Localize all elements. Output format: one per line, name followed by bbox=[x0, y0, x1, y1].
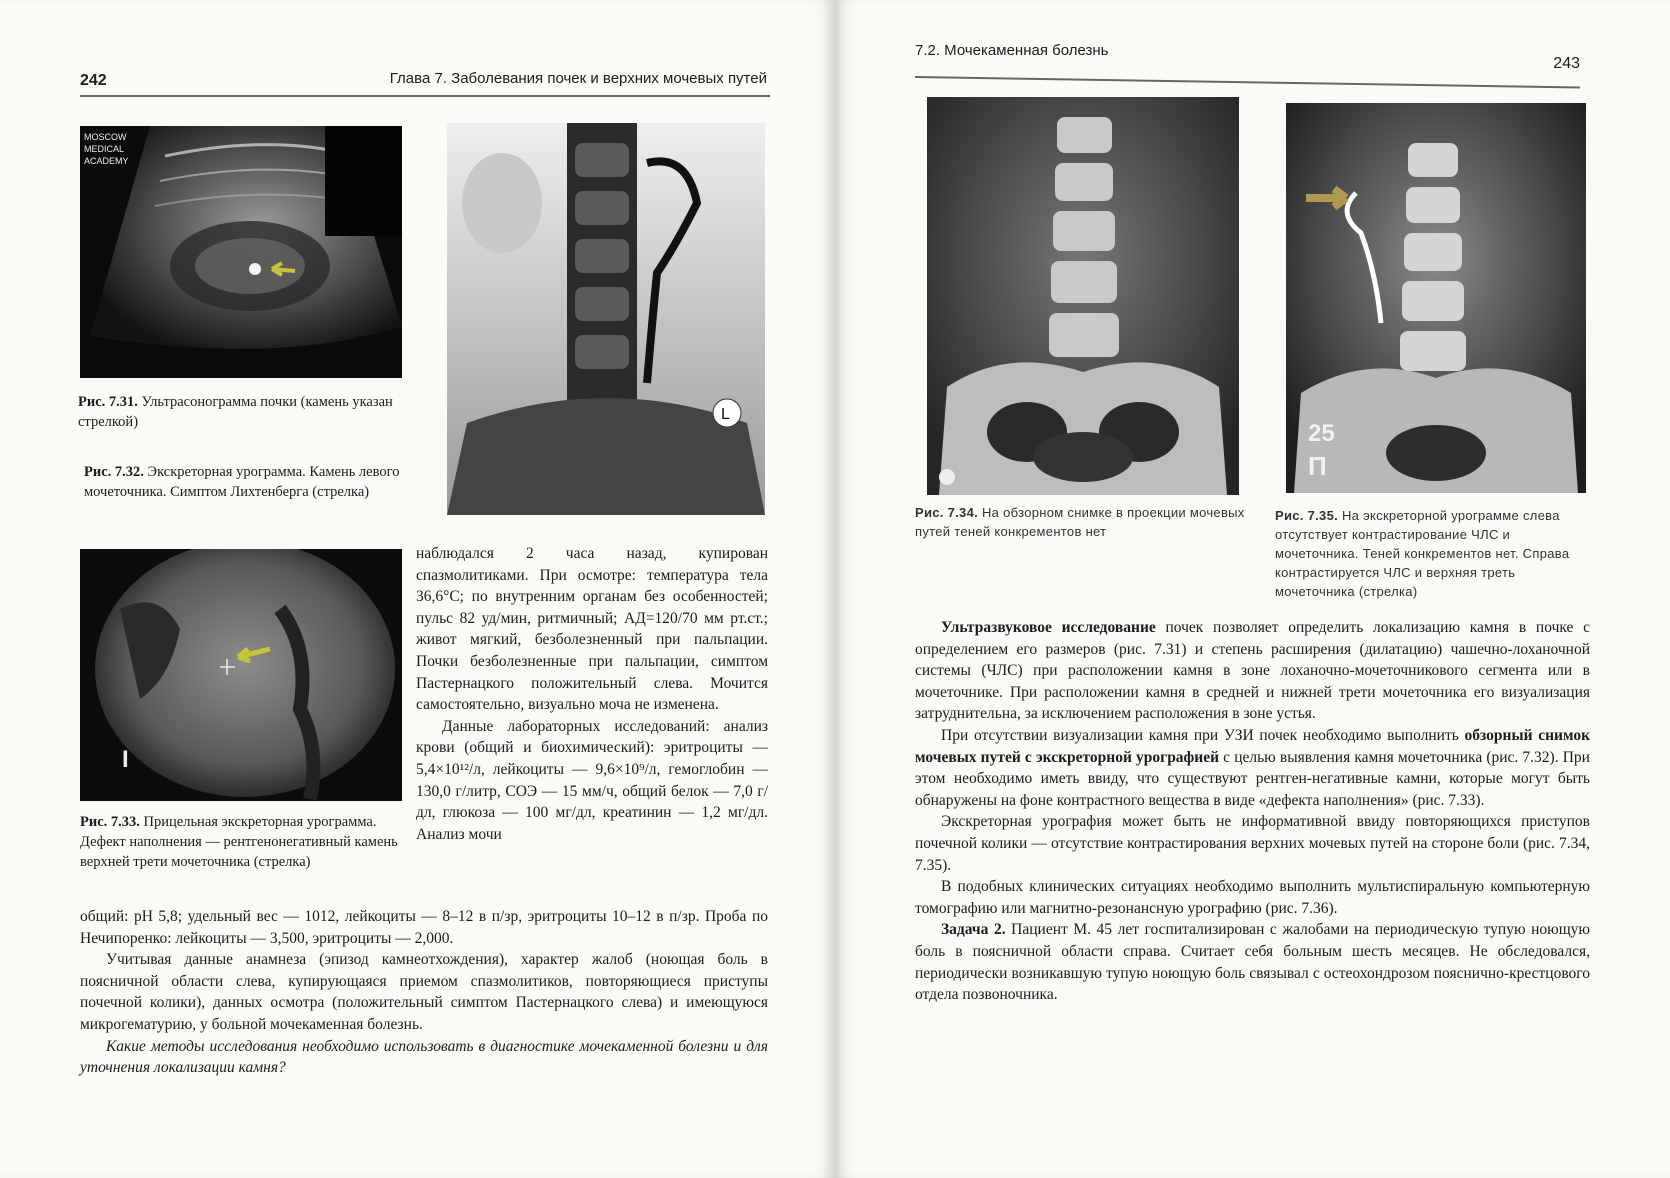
svg-text:ACADEMY: ACADEMY bbox=[84, 156, 129, 166]
caption-text: На обзорном снимке в проекции мочевых путей теней конкрементов нет bbox=[915, 505, 1245, 539]
main-text bbox=[80, 906, 768, 1079]
paragraph: наблюдался 2 часа назад, купирован спазмолитиками. При осмотре: температура тела 36,6°С; по внутренним органам без особенностей; пульс 82 уд/мин, ритмичный; АД=120/70 мм рт.ст.; живот мягкий, безболезненный при пальпации. Почки безболезненные при пальпации, симптом Пастернацкого положительный слева. Мочится самостоятельно, визуально моча не изменена. bbox=[416, 545, 768, 714]
caption-number: Рис. 7.35. bbox=[1275, 508, 1339, 523]
paragraph-text: Пациент М. 45 лет госпитализирован с жалобами на периодическую тупую ноющую боль в поясничной области справа. Считает себя больным шесть месяцев. Не обследовался, периодически возникавшую тупую ноющую боль связывал с остеохондрозом пояснично-крестцового отдела позвоночника. bbox=[915, 921, 1590, 1004]
excretory-urogram-image bbox=[1286, 103, 1586, 493]
running-head: 7.2. Мочекаменная болезнь bbox=[915, 42, 1109, 59]
svg-text:MEDICAL: MEDICAL bbox=[84, 144, 125, 154]
page-number: 242 bbox=[80, 72, 107, 89]
bold-term: обзорный снимок мочевых путей с экскреторной урографией bbox=[915, 726, 1590, 766]
fig-marker-l: L bbox=[721, 406, 730, 423]
urogram-image bbox=[447, 123, 765, 515]
side-column-text bbox=[416, 543, 768, 845]
paragraph bbox=[915, 919, 1590, 1005]
caption-number: Рис. 7.33. bbox=[80, 814, 140, 830]
paragraph-text: При отсутствии визуализации камня при УЗИ почек необходимо выполнить bbox=[941, 726, 1465, 744]
paragraph: Данные лабораторных исследований: анализ крови (общий и биохимический): эритроциты — 5,4×10¹²/л, лейкоциты — 9,6×10⁹/л, гемоглобин — 130,0 г/литр, СОЭ — 15 мм/ч, общий белок — 7,0 г/дл, глюкоза — 100 мг/дл, креатинин — 1,2 мг/дл. Анализ мочи bbox=[416, 717, 768, 843]
running-head: Глава 7. Заболевания почек и верхних мочевых путей bbox=[389, 70, 767, 87]
caption-text: Экскреторная урограмма. Камень левого мочеточника. Симптом Лихтенберга (стрелка) bbox=[84, 464, 400, 500]
caption-number: Рис. 7.31. bbox=[78, 394, 138, 410]
plain-radiograph-image bbox=[927, 97, 1239, 495]
task-label: Задача 2. bbox=[941, 921, 1006, 939]
caption-fig-7-35 bbox=[1275, 506, 1590, 601]
caption-fig-7-33 bbox=[80, 812, 406, 872]
caption-text: Прицельная экскреторная урограмма. Дефект наполнения — рентгенонегативный камень верхней трети мочеточника (стрелка) bbox=[80, 814, 398, 870]
right-page bbox=[835, 0, 1670, 1178]
question-paragraph bbox=[80, 1036, 768, 1079]
paragraph-text: с целью выявления камня мочеточника (рис. 7.32). При этом необходимо иметь ввиду, что существуют рентген-негативные камни, которые могут быть обнаружены на фоне контрастного вещества в виде «дефекта наполнения» (рис. 7.33). bbox=[915, 748, 1590, 809]
paragraph bbox=[915, 725, 1590, 811]
caption-text: На экскреторной урограмме слева отсутствует контрастирование ЧЛС и мочеточника. Теней конкрементов нет. Справа контрастируется ЧЛС и верхняя треть мочеточника (стрелка) bbox=[1275, 508, 1570, 599]
fig-marker-i: I bbox=[122, 746, 129, 773]
ultrasound-image bbox=[80, 126, 402, 378]
paragraph bbox=[915, 617, 1590, 725]
caption-number: Рис. 7.32. bbox=[84, 464, 144, 480]
paragraph: Учитывая данные анамнеза (эпизод камнеотхождения), характер жалоб (ноющая боль в поясничной области слева, купирующаяся приемом спазмолитиков, повторяющиеся приступы почечной колики), данных осмотра (положительный симптом Пастернацкого слева) и имеющуюся микрогематурию, у больной мочекаменная болезнь. bbox=[80, 951, 768, 1033]
fig-marker-number: 25 bbox=[1308, 420, 1335, 447]
targeted-urogram-image bbox=[80, 549, 402, 801]
paragraph: общий: pH 5,8; удельный вес — 1012, лейкоциты — 8–12 в п/зр, эритроциты 10–12 в п/зр. Проба по Нечипоренко: лейкоциты — 3,500, эритроциты — 2,000. bbox=[80, 908, 768, 947]
fig-marker-letter: П bbox=[1308, 451, 1327, 481]
caption-fig-7-32 bbox=[84, 462, 414, 502]
main-text bbox=[915, 617, 1590, 1006]
page-number: 243 bbox=[1553, 55, 1580, 72]
question-text: Какие методы исследования необходимо использовать в диагностике мочекаменной болезни и для уточнения локализации камня? bbox=[80, 1037, 768, 1077]
caption-text: Ультрасонограмма почки (камень указан стрелкой) bbox=[78, 394, 393, 430]
paragraph: Экскреторная урография может быть не информативной ввиду повторяющихся приступов почечной колики — отсутствие контрастирования верхних мочевых путей на стороне боли (рис. 7.34, 7.35). bbox=[915, 813, 1590, 874]
header-rule bbox=[915, 76, 1580, 88]
caption-number: Рис. 7.34. bbox=[915, 505, 979, 520]
paragraph: В подобных клинических ситуациях необходимо выполнить мультиспиральную компьютерную томографию или магнитно-резонансную урографию (рис. 7.36). bbox=[915, 878, 1590, 917]
svg-text:MOSCOW: MOSCOW bbox=[84, 132, 127, 142]
header-rule bbox=[80, 95, 770, 97]
caption-fig-7-34 bbox=[915, 503, 1260, 541]
bold-term: Ультразвуковое исследование bbox=[941, 619, 1156, 636]
caption-fig-7-31 bbox=[78, 392, 408, 432]
paragraph-text: почек позволяет определить локализацию камня в почке с определением его размеров (рис. 7.31) и степень расширения (дилатацию) чашечно-лоханочной системы (ЧЛС) при расположении камня в зоне лоханочно-мочеточникового сегмента или в мочеточнике. При расположении камня в средней и нижней трети мочеточника его визуализация затруднительна, за исключением расположения в зоне устья. bbox=[915, 619, 1590, 723]
